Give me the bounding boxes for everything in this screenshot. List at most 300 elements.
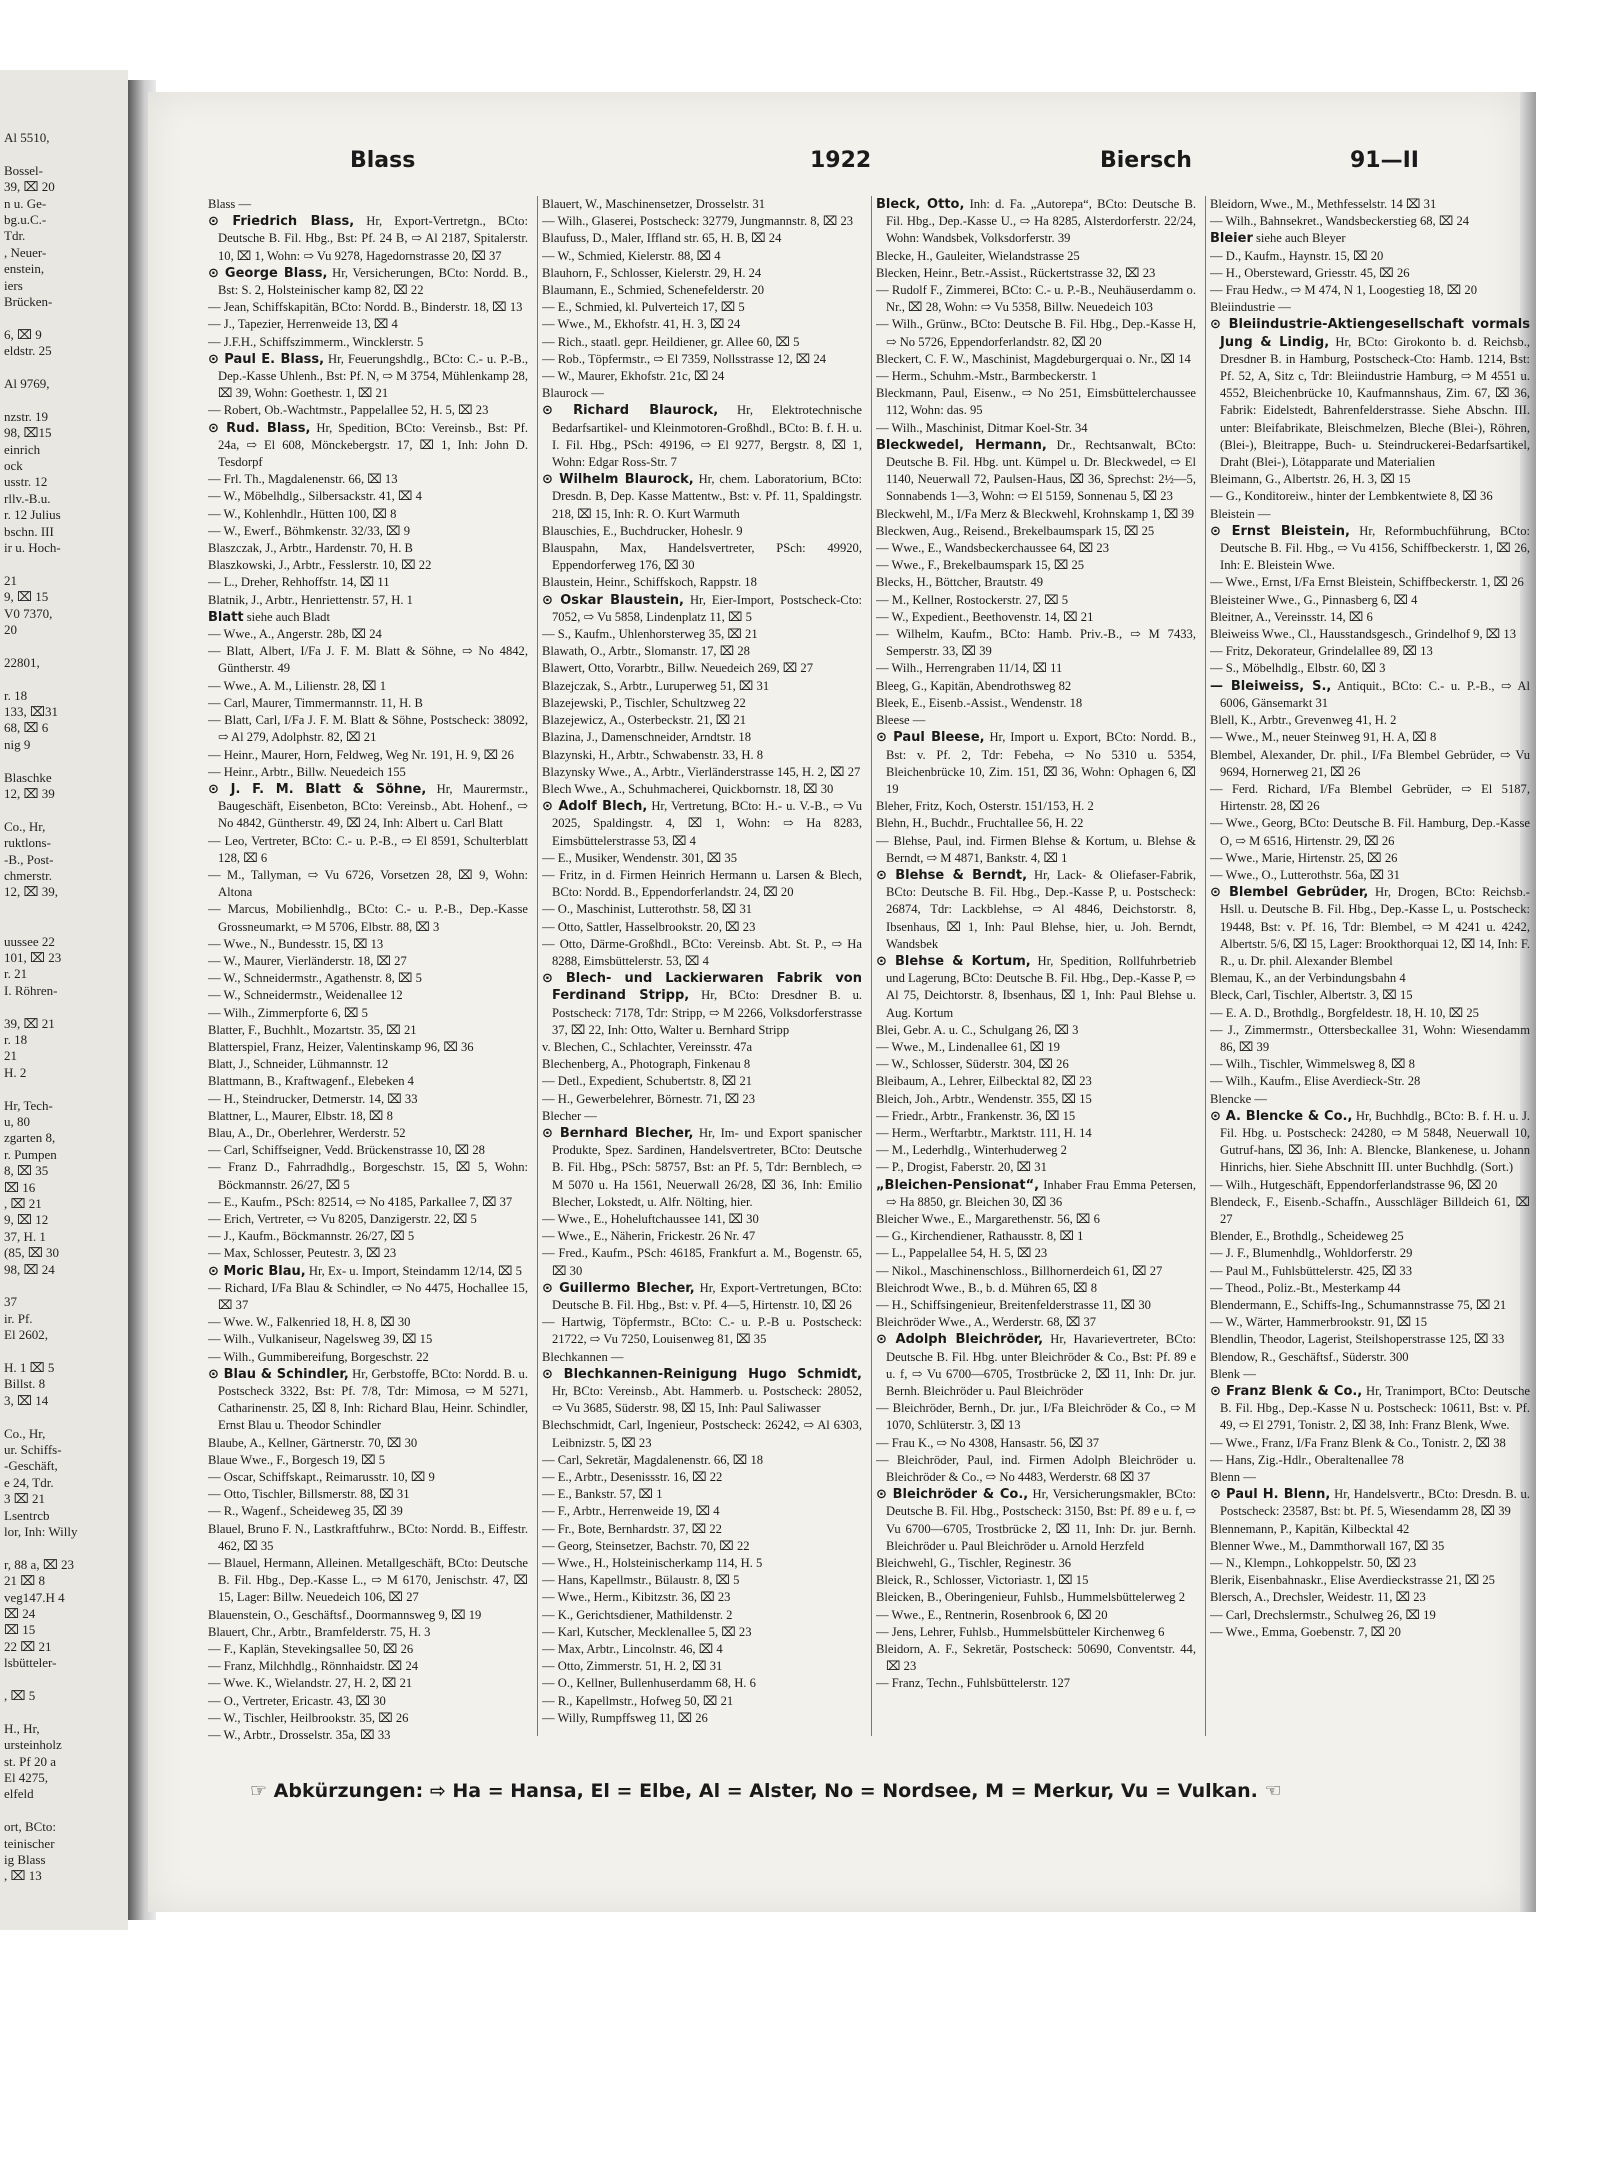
directory-entry [542,1314,862,1348]
directory-entry [1210,1452,1530,1469]
entry-text: Bleisteiner Wwe., G., Pinnasberg 6, ⌧ 4 [1210,592,1418,607]
fragment-line: H., Hr, [4,1720,40,1736]
fragment-line: nig 9 [4,736,31,752]
fragment-line: Billst. 8 [4,1376,46,1392]
entry-text: — Blehse, Paul, ind. Firmen Blehse & Kortum, u. Blehse & Berndt, ⇨ M 4871, Bankstr. 4, ⌧ 1 [876,833,1196,865]
directory-entry [542,781,862,798]
directory-entry [208,987,528,1004]
entry-text: Blenner Wwe., M., Dammthorwall 167, ⌧ 35 [1210,1538,1445,1553]
directory-entry [1210,282,1530,299]
directory-entry [876,712,1196,729]
directory-entry [1210,1228,1530,1245]
directory-entry [208,1452,528,1469]
entry-text: Blawert, Otto, Vorarbtr., Billw. Neuedeich 269, ⌧ 27 [542,661,814,676]
entry-text: — Franz D., Fahrradhdlg., Borgeschstr. 15, ⌧ 5, Wohn: Böckmannstr. 26/27, ⌧ 5 [208,1160,528,1192]
directory-entry [208,1486,528,1503]
entry-text: — J., Kaufm., Böckmannstr. 26/27, ⌧ 5 [208,1229,415,1244]
entry-text: — Herm., Werftarbtr., Marktstr. 111, H. 14 [876,1125,1092,1140]
entry-text: — Wilh., Bahnsekret., Wandsbeckerstieg 68, ⌧ 24 [1210,214,1470,229]
fragment-line: chmerstr. [4,868,53,883]
entry-heading: ⊙ Blehse & Kortum, [876,953,1031,969]
fragment-line: -Geschäft, [4,1458,58,1474]
directory-entry [1210,196,1530,213]
page-number: 91—II [1350,148,1419,173]
directory-entry [542,1521,862,1538]
fragment-line: r. 18 [4,687,28,703]
directory-entry [208,1331,528,1348]
directory-entry [542,1366,862,1418]
entry-text: — Jean, Schiffskapitän, BCto: Nordd. B., Binderstr. 18, ⌧ 13 [208,300,523,315]
entry-text: Blazejewski, P., Tischler, Schultzweg 22 [542,695,746,710]
fragment-line: Brücken- [4,294,53,309]
fragment-line: 9, ⌧ 15 [4,589,49,605]
fragment-line: Co., Hr, [4,818,46,834]
entry-text: — Wilh., Tischler, Wimmelsweg 8, ⌧ 8 [1210,1057,1415,1072]
entry-text: — Wilh., Glaserei, Postscheck: 32779, Jungmannstr. 8, ⌧ 23 [542,214,854,229]
directory-entry [208,1005,528,1022]
entry-text: Blehn, H., Buchdr., Fruchtallee 56, H. 22 [876,816,1084,831]
directory-entry [876,1091,1196,1108]
entry-text: Bleichwehl, G., Tischler, Reginestr. 36 [876,1556,1072,1571]
entry-heading: ⊙ Blechkannen-Reinigung Hugo Schmidt, [542,1366,862,1382]
entry-text: — E., Kaufm., PSch: 82514, ⇨ No 4185, Parkallee 7, ⌧ 37 [208,1194,513,1209]
directory-entry [1210,712,1530,729]
directory-entry [542,1693,862,1710]
directory-entry [876,1486,1196,1555]
fragment-line: , ⌧ 5 [4,1688,36,1703]
directory-entry [208,1693,528,1710]
fragment-line: iers [4,277,23,293]
entry-text: — Paul M., Fuhlsbüttelerstr. 425, ⌧ 33 [1210,1263,1413,1278]
entry-text: Blencke — [1210,1091,1268,1106]
entry-text: — Wilh., Zimmerpforte 6, ⌧ 5 [208,1005,368,1020]
directory-entry [876,196,1196,248]
directory-entry [208,1555,528,1607]
entry-text: — H., Schiffsingenieur, Breitenfelderstrasse 11, ⌧ 30 [876,1298,1151,1312]
directory-entry [542,1589,862,1606]
entry-text: Hr, Import u. Export, BCto: Nordd. B., Bst: v. Pf. 2, Tdr: Febeha, ⇨ No 5310 u. 5354, Bleichenbrücke 10, Zim. 151, ⌧ 36, Wohn: Ophagen 6, ⌧ 19 [886,730,1196,796]
directory-entry [542,1469,862,1486]
entry-text: — G., Konditoreiw., hinter der Lembkentwiete 8, ⌧ 36 [1210,489,1493,504]
directory-entry [542,729,862,746]
directory-entry [542,1452,862,1469]
directory-entry [876,1228,1196,1245]
entry-text: — W., Schlosser, Süderstr. 304, ⌧ 26 [876,1057,1069,1072]
entry-text: Hr, Handelsvertr., BCto: Dresdn. B. u. Postscheck: 23587, Bst: bt. Pf. 5, Wiesendamm 28, ⌧ 39 [1220,1487,1530,1519]
entry-text: — Rudolf F., Zimmerei, BCto: C.- u. P.-B., Neuhäuserdamm o. Nr., ⌧ 28, Wohn: ⇨ Vu 5358, Billw. Neuedeich 103 [876,283,1196,315]
directory-entry [208,351,528,403]
directory-entry [1210,1589,1530,1606]
directory-entry [876,1125,1196,1142]
directory-entry [208,265,528,299]
directory-entry [542,936,862,970]
entry-text: — W., Kohlenhdlr., Hütten 100, ⌧ 8 [208,506,397,521]
entry-heading: ⊙ Bernhard Blecher, [542,1125,694,1141]
fragment-line: 12, ⌧ 39, [4,884,58,900]
directory-entry [542,1245,862,1279]
entry-text: — Wwe., E., Näherin, Frickestr. 26 Nr. 47 [542,1229,756,1244]
fragment-line: zgarten 8, [4,1130,56,1146]
directory-entry [208,1314,528,1331]
fragment-line: enstein, [4,261,45,277]
entry-heading: ⊙ Blau & Schindler, [208,1366,349,1382]
directory-column-4 [1210,196,1530,1756]
entry-text: Blauert, Chr., Arbtr., Bramfelderstr. 75, H. 3 [208,1624,431,1639]
entry-text: — Otto, Därme-Großhdl., BCto: Vereinsb. Abt. St. P., ⇨ Ha 8288, Eimsbüttelerstr. 53, ⌧ 4 [542,936,862,968]
fragment-line: 133, ⌧31 [4,704,58,719]
entry-heading: Bleckwedel, Hermann, [876,437,1047,453]
directory-entry [1210,574,1530,591]
directory-entry [208,1022,528,1039]
directory-entry [542,368,862,385]
header-left-keyword: Blass [350,148,416,173]
directory-entry [208,196,528,213]
entry-text: Blell, K., Arbtr., Grevenweg 41, H. 2 [1210,713,1397,728]
entry-text: Bleiweiss Wwe., Cl., Hausstandsgesch., Grindelhof 9, ⌧ 13 [1210,627,1516,642]
directory-entry [542,901,862,918]
directory-entry [208,970,528,987]
entry-text: Hr, Eier-Import, Postscheck-Cto: 7052, ⇨ Vu 5858, Lindenplatz 11, ⌧ 5 [552,592,862,624]
directory-entry [208,1658,528,1675]
entry-text: Hr, chem. Laboratorium, BCto: Dresdn. B, Dep. Kasse Mattentw., Bst: v. Pf. 11, Spaldingstr. 218, ⌧ 15, Inh: R. O. Kurt Warmuth [552,472,862,521]
directory-entry [876,540,1196,557]
entry-text: — W., Wärter, Hammerbrookstr. 91, ⌧ 15 [1210,1315,1427,1330]
directory-entry [876,833,1196,867]
entry-text: Blauel, Bruno F. N., Lastkraftfuhrw., BCto: Nordd. B., Eiffestr. 462, ⌧ 35 [208,1521,528,1553]
entry-text: — Rich., staatl. gepr. Heildiener, gr. Allee 60, ⌧ 5 [542,334,800,349]
entry-heading: ⊙ George Blass, [208,265,328,281]
fragment-line: I. Röhren- [4,982,58,998]
entry-text: Bleistein — [1210,506,1271,521]
directory-entry [1210,506,1530,523]
directory-entry [542,695,862,712]
entry-text: Bleick, R., Schlosser, Victoriastr. 1, ⌧ 15 [876,1573,1089,1588]
directory-entry [876,660,1196,677]
fragment-line: ort, BCto: [4,1819,57,1835]
entry-text: Blemau, K., an der Verbindungsbahn 4 [1210,971,1406,986]
fragment-line: st. Pf 20 a [4,1753,56,1769]
directory-entry [542,248,862,265]
entry-text: — Wwe., E., Hoheluftchaussee 141, ⌧ 30 [542,1211,759,1226]
directory-entry [542,1675,862,1692]
directory-entry [876,1452,1196,1486]
entry-text: — Wilh., Maschinist, Ditmar Koel-Str. 34 [876,420,1088,435]
directory-entry [208,402,528,419]
directory-entry [208,1469,528,1486]
directory-entry [1210,1607,1530,1624]
directory-entry [542,1211,862,1228]
entry-text: — Hartwig, Töpfermstr., BCto: C.- u. P.-B u. Postscheck: 21722, ⇨ Vu 7250, Louisenweg 81, ⌧ 35 [542,1315,862,1347]
entry-text: — L., Pappelallee 54, H. 5, ⌧ 23 [876,1246,1048,1261]
entry-text: — Carl, Drechslermstr., Schulweg 26, ⌧ 19 [1210,1607,1436,1622]
entry-text: Blauschies, E., Buchdrucker, Hoheslr. 9 [542,523,743,538]
directory-entry [1210,1314,1530,1331]
fragment-line: 21 [4,1048,17,1064]
directory-entry [876,1297,1196,1314]
directory-entry [542,282,862,299]
entry-text: Blecken, Heinr., Betr.-Assist., Rückertstrasse 32, ⌧ 23 [876,265,1156,280]
entry-text: — J., Tapezier, Herrenweide 13, ⌧ 4 [208,317,398,332]
directory-entry [208,1366,528,1435]
entry-text: — Ferd. Richard, I/Fa Blembel Gebrüder, ⇨ El 5187, Hirtenstr. 28, ⌧ 26 [1210,781,1530,814]
entry-text: Bleese — [876,713,926,728]
directory-entry [542,643,862,660]
fragment-line: 21 [4,572,17,588]
entry-text: — Richard, I/Fa Blau & Schindler, ⇨ No 4475, Hochallee 15, ⌧ 37 [208,1280,528,1312]
entry-text: Bleich, Joh., Arbtr., Wendenstr. 355, ⌧ 15 [876,1091,1092,1106]
directory-entry [542,1572,862,1589]
directory-entry [1210,815,1530,849]
entry-text: — W., Schmied, Kielerstr. 88, ⌧ 4 [542,248,721,263]
directory-entry [542,919,862,936]
fragment-line: elfeld [4,1786,34,1802]
directory-entry [208,1245,528,1262]
directory-entry [542,1658,862,1675]
entry-text: — W., Expedient., Beethovenstr. 14, ⌧ 21 [876,609,1094,624]
directory-entry [1210,213,1530,230]
directory-entry [876,420,1196,437]
directory-entry [208,523,528,540]
directory-entry [876,1039,1196,1056]
entry-text: — Wwe. W., Falkenried 18, H. 8, ⌧ 30 [208,1315,411,1330]
directory-entry [542,592,862,626]
entry-text: — Wwe., A. M., Lilienstr. 28, ⌧ 1 [208,678,386,693]
entry-text: Blei, Gebr. A. u. C., Schulgang 26, ⌧ 3 [876,1022,1079,1037]
fragment-line: 21 ⌧ 8 [4,1573,45,1589]
entry-heading: ⊙ A. Blencke & Co., [1210,1108,1353,1124]
directory-entry [1210,1073,1530,1090]
directory-entry [208,1503,528,1520]
entry-text: — Hans, Zig.-Hdlr., Oberaltenallee 78 [1210,1452,1404,1467]
entry-text: — S., Möbelhdlg., Elbstr. 60, ⌧ 3 [1210,661,1386,676]
directory-entry [1210,265,1530,282]
directory-entry [1210,1177,1530,1194]
directory-entry [542,1486,862,1503]
entry-heading: — Bleiweiss, S., [1210,678,1332,694]
directory-entry [542,1710,862,1727]
directory-entry [1210,523,1530,575]
fragment-line: , Neuer- [4,244,47,260]
fragment-line: ⌧ 15 [4,1622,36,1638]
header-right-keyword: Biersch [1100,148,1192,173]
directory-entry [876,1624,1196,1641]
directory-entry [208,936,528,953]
directory-entry [876,1108,1196,1125]
directory-entry [1210,1555,1530,1572]
entry-text: — Otto, Zimmerstr. 51, H. 2, ⌧ 31 [542,1659,723,1674]
fragment-line: 98, ⌧15 [4,425,52,441]
entry-text: — Fritz, Dekorateur, Grindelallee 89, ⌧ 13 [1210,644,1433,659]
directory-entry [208,1194,528,1211]
fragment-line: ig Blass [4,1852,46,1867]
fragment-line: lsbütteler- [4,1655,57,1671]
fragment-line: 12, ⌧ 39 [4,786,55,801]
entry-text: Blattner, L., Maurer, Elbstr. 18, ⌧ 8 [208,1108,393,1123]
directory-entry [1210,609,1530,626]
directory-entry [208,1228,528,1245]
directory-entry [208,420,528,472]
directory-entry [1210,316,1530,471]
fragment-line: nzstr. 19 [4,408,49,424]
entry-text: — Franz, Techn., Fuhlsbüttelerstr. 127 [876,1676,1071,1691]
entry-text: — Wilh., Kaufm., Elise Averdieck-Str. 28 [1210,1074,1421,1089]
directory-entry [876,1435,1196,1452]
entry-text: Antiquit., BCto: C.- u. P.-B., ⇨ Al 6006, Gänsemarkt 31 [1220,678,1530,710]
entry-text: — W., Möbelhdlg., Silbersackstr. 41, ⌧ 4 [208,489,422,504]
directory-entry [208,488,528,505]
entry-text: Bleidorn, Wwe., M., Methfesselstr. 14 ⌧ 31 [1210,197,1437,211]
directory-entry [876,368,1196,385]
entry-text: Hr, Export-Vertretungen, BCto: Deutsche B. Fil. Hbg., Bst: v. Pf. 4—5, Hirtenstr. 10, ⌧ 26 [552,1280,862,1312]
directory-entry [208,747,528,764]
fragment-line: uussee 22 [4,933,55,949]
directory-entry [1210,1435,1530,1452]
directory-entry [542,1125,862,1211]
fragment-line: r, 88 a, ⌧ 23 [4,1556,75,1572]
directory-entry [542,1091,862,1108]
directory-entry [1210,1194,1530,1228]
entry-text: Blecke, H., Gauleiter, Wielandstrasse 25 [876,248,1080,263]
entry-text: Blennemann, P., Kapitän, Kilbecktal 42 [1210,1521,1410,1536]
directory-entry [1210,1056,1530,1073]
entry-text: — Blatt, Carl, I/Fa J. F. M. Blatt & Söhne, Postscheck: 38092, ⇨ Al 279, Adolphstr. 82, ⌧ 21 [208,713,528,745]
directory-entry [1210,867,1530,884]
entry-text: — Wilh., Grünw., BCto: Deutsche B. Fil. Hbg., Dep.-Kasse H, ⇨ No 5726, Eppendorferlandstr. 82, ⌧ 20 [876,317,1196,349]
fragment-line: Tdr. [4,228,26,244]
entry-text: Bleicher Wwe., E., Margarethenstr. 56, ⌧ 6 [876,1211,1100,1226]
directory-entry [1210,248,1530,265]
fragment-line: n u. Ge- [4,195,47,211]
directory-entry [208,213,528,265]
entry-text: Bleck, Carl, Tischler, Albertstr. 3, ⌧ 15 [1210,988,1413,1003]
entry-text: Hr, Elektrotechnische Bedarfsartikel- und Kleinmotoren-Großhdl., BCto: B. f. H. u. I. Fil. Hbg., PSch: 49196, ⇨ El 9277, Bergstr. 8, ⌧ 1, Wohn: Edgar Ross-Str. 7 [552,403,862,470]
entry-text: Blendow, R., Geschäftsf., Süderstr. 300 [1210,1349,1409,1364]
fragment-line: 39, ⌧ 20 [4,179,55,195]
directory-entry [208,1263,528,1280]
fragment-line: 22 ⌧ 21 [4,1638,52,1654]
entry-text: Bleitner, A., Vereinsstr. 14, ⌧ 6 [1210,609,1373,624]
directory-entry [876,1073,1196,1090]
entry-text: Hr, Im- und Export spanischer Produkte, Spez. Sardinen, Handelsvertreter, BCto: Deutsche B. Fil. Hbg., PSch: 58757, Bst: an Pf. 5, Tdr: Bernblech, ⇨ M 5070 u. Ha 1561, Neuerwall 26/28, ⌧ 36, Inh: Emilio Blecher, Lokstedt, u. Alfr. Nölting, hier. [552,1125,862,1209]
entry-text: — J. F., Blumenhdlg., Wohldorferstr. 29 [1210,1246,1413,1261]
entry-text: Blendermann, E., Schiffs-Ing., Schumannstrasse 75, ⌧ 21 [1210,1298,1507,1312]
directory-entry [208,1675,528,1692]
directory-entry [876,1331,1196,1400]
directory-entry [1210,471,1530,488]
directory-entry [1210,230,1530,247]
entry-text: Blass — [208,197,252,211]
entry-text: — Detl., Expedient, Schubertstr. 8, ⌧ 21 [542,1074,753,1089]
column-rule [537,196,538,1736]
entry-text: Bleimann, G., Albertstr. 26, H. 3, ⌧ 15 [1210,472,1411,487]
directory-entry [208,781,528,833]
directory-entry [208,833,528,867]
directory-entry [208,678,528,695]
directory-entry [542,471,862,523]
fragment-line: 39, ⌧ 21 [4,1015,55,1031]
fragment-line: El 4275, [4,1770,49,1785]
fragment-line: r. 12 Julius [4,507,61,523]
directory-entry [876,1159,1196,1176]
fragment-line: e 24, Tdr. [4,1474,54,1490]
entry-text: — Carl, Sekretär, Magdalenenstr. 66, ⌧ 18 [542,1452,764,1467]
entry-text: — O., Vertreter, Ericastr. 43, ⌧ 30 [208,1693,386,1708]
entry-text: Hr, Versicherungen, BCto: Nordd. B., Bst: S. 2, Holsteinischer kamp 82, ⌧ 22 [218,265,528,298]
fragment-line: ur. Schiffs- [4,1442,62,1457]
entry-text: — R., Kapellmstr., Hofweg 50, ⌧ 21 [542,1693,734,1708]
directory-entry [542,334,862,351]
fragment-line: r. 18 [4,1032,28,1047]
directory-entry [208,1039,528,1056]
fragment-line: H. 2 [4,1064,27,1080]
entry-text: Hr, Spedition, Rollfuhrbetrieb und Lagerung, BCto: Deutsche B. Fil. Hbg., Dep.-Kasse P, ⇨ Al 75, Deichtorstr. 8, Ibsenhaus, ⌧ 1, Inh: Paul Blehse u. Aug. Kortum [886,953,1196,1020]
directory-entry [876,437,1196,506]
entry-text: — N., Klempn., Lohkoppelstr. 50, ⌧ 23 [1210,1556,1417,1571]
fragment-line: ock [4,458,23,473]
directory-entry [1210,729,1530,746]
directory-entry [208,471,528,488]
entry-text: — Frl. Th., Magdalenenstr. 66, ⌧ 13 [208,472,398,487]
entry-text: — Wwe., Marie, Hirtenstr. 25, ⌧ 26 [1210,850,1398,865]
directory-entry [542,970,862,1039]
fragment-line: 22801, [4,654,40,670]
entry-text: siehe auch Bleyer [1252,231,1346,246]
entry-heading: ⊙ Paul Bleese, [876,730,985,746]
directory-entry [208,1710,528,1727]
directory-entry [1210,1297,1530,1314]
directory-entry [208,867,528,901]
entry-text: siehe auch Bladt [243,609,330,624]
entry-text: Bleicken, B., Oberingenieur, Fuhlsb., Hummelsbüttelerweg 2 [876,1590,1186,1605]
entry-text: Inhaber Frau Emma Petersen, ⇨ Ha 8850, gr. Bleichen 30, ⌧ 36 [886,1177,1196,1209]
entry-heading: ⊙ Adolf Blech, [542,799,648,815]
entry-text: v. Blechen, C., Schlachter, Vereinsstr. 47a [542,1039,753,1054]
fragment-line: einrich [4,441,41,457]
entry-text: — Erich, Vertreter, ⇨ Vu 8205, Danzigerstr. 22, ⌧ 5 [208,1211,477,1226]
entry-text: Blaustein, Heinr., Schiffskoch, Rappstr. 18 [542,575,757,590]
directory-entry [208,1125,528,1142]
entry-text: — H., Obersteward, Griesstr. 45, ⌧ 26 [1210,265,1410,280]
directory-entry [1210,592,1530,609]
directory-entry [1210,660,1530,677]
entry-text: — G., Kirchendiener, Rathausstr. 8, ⌧ 1 [876,1229,1084,1244]
directory-entry [208,643,528,677]
entry-text: Blatnik, J., Arbtr., Henriettenstr. 57, H. 1 [208,592,413,607]
entry-text: — Theod., Poliz.-Bt., Mesterkamp 44 [1210,1280,1401,1295]
directory-entry [208,540,528,557]
entry-text: — Wwe., N., Bundesstr. 15, ⌧ 13 [208,936,384,951]
fragment-line: 37 [4,1294,17,1310]
fragment-line: Al 9769, [4,376,50,391]
entry-text: Hr, Tranimport, BCto: Deutsche B. Fil. Hbg., Dep.-Kasse N u. Postscheck: 10611, Bst: v. Pf. 49, ⇨ El 2791, Tonistr. 2, ⌧ 38, Inh: Franz Blenk, Wwe. [1220,1384,1530,1433]
entry-text: — Heinr., Arbtr., Billw. Neuedeich 155 [208,764,406,779]
entry-text: — Wwe., O., Lutterothstr. 56a, ⌧ 31 [1210,867,1400,882]
directory-entry [542,867,862,901]
fragment-line: ⌧ 16 [4,1179,36,1195]
entry-text: Bleckert, C. F. W., Maschinist, Magdeburgerquai o. Nr., ⌧ 14 [876,351,1191,366]
fragment-line: bschn. III [4,523,54,539]
directory-entry [542,385,862,402]
entry-text: — Wwe., Ernst, I/Fa Ernst Bleistein, Schiffbeckerstr. 1, ⌧ 26 [1210,575,1524,590]
entry-heading: ⊙ Friedrich Blass, [208,214,355,230]
fragment-line: 3 ⌧ 21 [4,1491,45,1507]
fragment-line: 37, H. 1 [4,1228,46,1244]
entry-text: — Wwe., M., Ekhofstr. 41, H. 3, ⌧ 24 [542,317,741,332]
entry-text: — W., Tischler, Heilbrookstr. 35, ⌧ 26 [208,1710,409,1725]
entry-text: — Wwe., A., Angerstr. 28b, ⌧ 24 [208,627,382,642]
entry-text: — M., Lederhdlg., Winterhuderweg 2 [876,1143,1067,1158]
directory-entry [542,402,862,471]
